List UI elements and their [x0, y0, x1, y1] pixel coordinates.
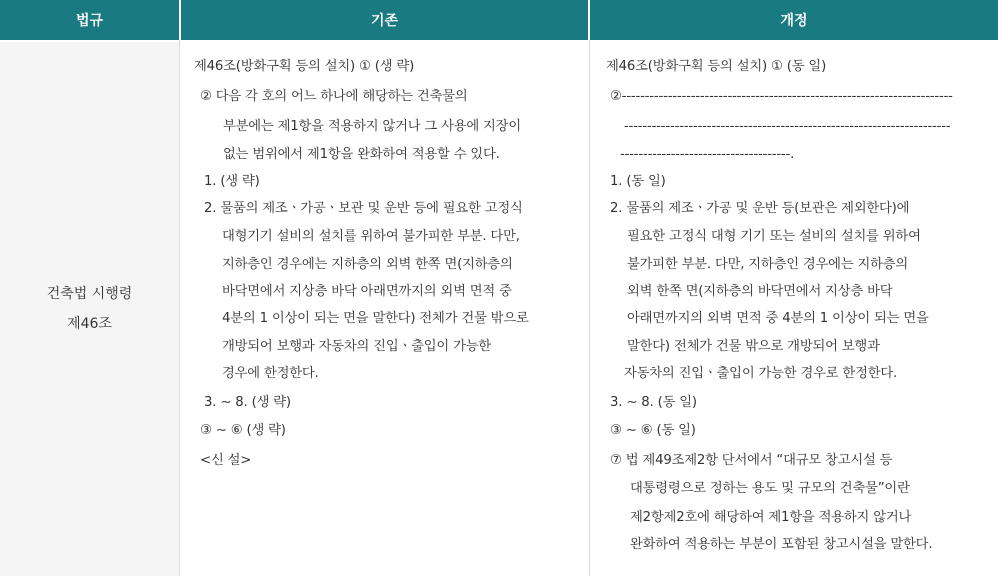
text-line: 2. 물품의 제조ㆍ가공 및 운반 등(보관은 제외한다)에 [610, 201, 910, 216]
text-line: 제2항제2호에 해당하여 제1항을 적용하지 않거나 [630, 510, 912, 525]
text-line: 1. (생 략) [204, 174, 260, 189]
text-line: ----------------------------------------------------------------------- [624, 119, 951, 134]
text-line: 개방되어 보행과 자동차의 진입ㆍ출입이 가능한 [222, 339, 492, 354]
header-law: 법규 [0, 0, 179, 40]
text-line: 바닥면에서 지상층 바닥 아래면까지의 외벽 면적 중 [222, 284, 512, 299]
column-divider [179, 40, 180, 576]
text-line: 자동차의 진입ㆍ출입이 가능한 경우로 한정한다. [624, 366, 898, 381]
text-line: ② 다음 각 호의 어느 하나에 해당하는 건축물의 [200, 89, 468, 104]
text-line: 부분에는 제1항을 적용하지 않거나 그 사용에 지장이 [223, 119, 521, 134]
text-line: 외벽 한쪽 면(지하층의 바닥면에서 지상층 바닥 [627, 284, 893, 299]
text-line: ⑦ 법 제49조제2항 단서에서 “대규모 창고시설 등 [610, 453, 893, 468]
column-divider [589, 40, 590, 576]
text-line: 대형기기 설비의 설치를 위하여 불가피한 부분. 다만, [222, 229, 520, 244]
header-before: 기존 [181, 0, 588, 40]
text-line: ②------------------------------------------------------------------------ [610, 89, 953, 104]
text-line: 불가피한 부분. 다만, 지하층인 경우에는 지하층의 [627, 257, 909, 272]
law-article-line: 제46조 [67, 316, 112, 332]
text-line: 없는 범위에서 제1항을 완화하여 적용할 수 있다. [223, 147, 500, 162]
text-line: 완화하여 적용하는 부분이 포함된 창고시설을 말한다. [630, 537, 933, 552]
law-name-line: 건축법 시행령 [46, 286, 133, 302]
text-line: 말한다) 전체가 건물 밖으로 개방되어 보행과 [627, 339, 880, 354]
text-line: 4분의 1 이상이 되는 면을 말한다) 전체가 건물 밖으로 [222, 311, 529, 326]
text-line: 1. (동 일) [610, 174, 666, 189]
text-line: ③ ∼ ⑥ (동 일) [610, 423, 696, 438]
text-line: 아래면까지의 외벽 면적 중 4분의 1 이상이 되는 면을 [627, 311, 929, 326]
text-line: 필요한 고정식 대형 기기 또는 설비의 설치를 위하여 [627, 229, 921, 244]
text-line: 경우에 한정한다. [222, 366, 319, 381]
text-line: 지하층인 경우에는 지하층의 외벽 한쪽 면(지하층의 [222, 257, 513, 272]
text-line: <신 설> [200, 453, 252, 468]
text-line: 대통령령으로 정하는 용도 및 규모의 건축물”이란 [630, 481, 910, 496]
text-line: ③ ∼ ⑥ (생 략) [200, 423, 286, 438]
text-line: 3. ∼ 8. (동 일) [610, 395, 697, 410]
text-line: 제46조(방화구획 등의 설치) ① (동 일) [606, 59, 827, 74]
text-line: 제46조(방화구획 등의 설치) ① (생 략) [194, 59, 415, 74]
text-line: 2. 물품의 제조ㆍ가공ㆍ보관 및 운반 등에 필요한 고정식 [204, 201, 523, 216]
law-name-cell [0, 42, 179, 576]
text-line: -------------------------------------. [620, 147, 795, 162]
text-line: 3. ∼ 8. (생 략) [204, 395, 291, 410]
header-after: 개정 [590, 0, 998, 40]
